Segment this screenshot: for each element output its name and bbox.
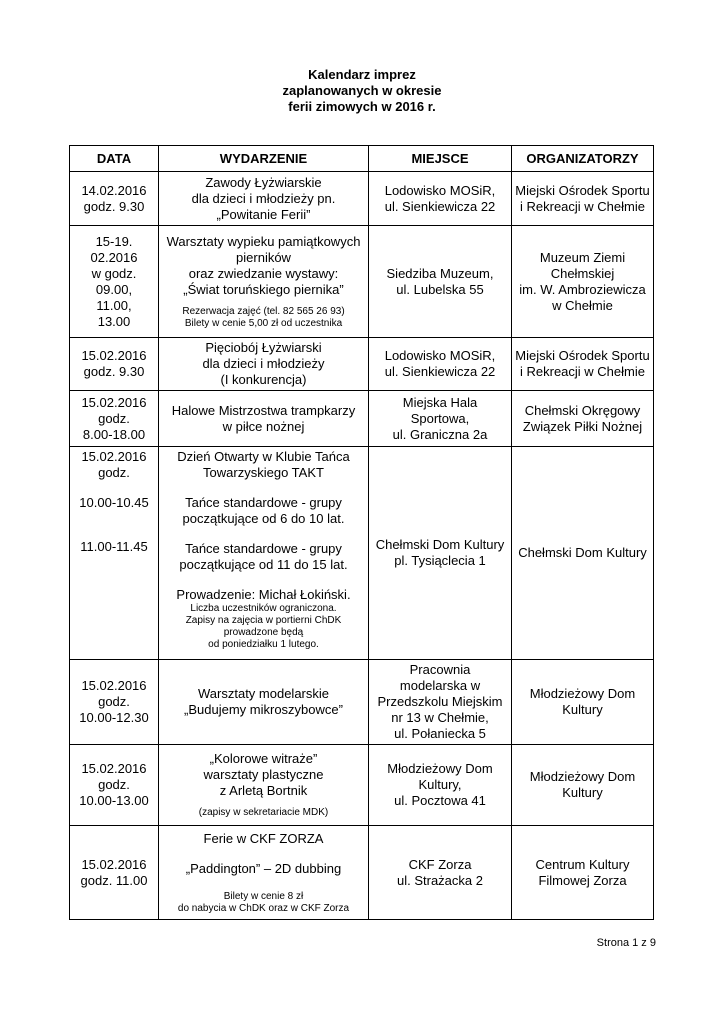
place-cell bbox=[369, 826, 512, 920]
event-cell bbox=[159, 338, 369, 391]
place-line: Siedziba Muzeum, bbox=[386, 265, 494, 281]
event-note: do nabycia w ChDK oraz w CKF Zorza bbox=[177, 902, 350, 914]
organizer-cell bbox=[512, 391, 654, 447]
date-line: 15.02.2016 bbox=[81, 761, 147, 776]
organizer-line: Młodzieżowy Dom bbox=[529, 686, 636, 701]
organizer-cell bbox=[512, 172, 654, 226]
table-row bbox=[70, 172, 654, 226]
table-row bbox=[70, 447, 654, 660]
place-line: Chełmski Dom Kultury bbox=[375, 537, 505, 552]
spacer bbox=[162, 573, 365, 587]
place-line: ul. Sienkiewicza 22 bbox=[384, 198, 496, 214]
column-header-date: DATA bbox=[70, 146, 159, 172]
spacer bbox=[162, 481, 365, 495]
time-line: godz. 9.30 bbox=[83, 198, 145, 214]
place-line: Sportowa, bbox=[410, 410, 470, 426]
event-line: Warsztaty wypieku pamiątkowych bbox=[166, 233, 361, 249]
organizer-line: i Rekreacji w Chełmie bbox=[520, 198, 645, 214]
event-cell bbox=[159, 172, 369, 226]
place-cell bbox=[369, 172, 512, 226]
place-cell bbox=[369, 338, 512, 391]
place-line: ul. Pocztowa 41 bbox=[394, 793, 486, 808]
time-line: godz. 9.30 bbox=[83, 364, 145, 379]
event-line: „Powitanie Ferii” bbox=[216, 206, 311, 222]
place-line: ul. Połaniecka 5 bbox=[394, 726, 486, 741]
table-row bbox=[70, 826, 654, 920]
organizer-line: Centrum Kultury bbox=[535, 856, 630, 872]
organizer-line: w Chełmie bbox=[552, 297, 613, 313]
column-header-event: WYDARZENIE bbox=[159, 146, 369, 172]
date-line: 15.02.2016 bbox=[81, 449, 147, 464]
organizer-cell bbox=[512, 826, 654, 920]
event-cell bbox=[159, 826, 369, 920]
event-line: „Kolorowe witraże” bbox=[209, 751, 318, 766]
event-line: oraz zwiedzanie wystawy: bbox=[188, 265, 339, 281]
organizer-line: Filmowej Zorza bbox=[538, 872, 627, 888]
spacer bbox=[73, 511, 155, 525]
place-line: Lodowisko MOSiR, bbox=[384, 348, 496, 363]
event-line: warsztaty plastyczne bbox=[203, 767, 324, 782]
place-line: Młodzieżowy Dom bbox=[387, 761, 493, 776]
time-line: 10.00-12.30 bbox=[79, 710, 149, 725]
title-line: zaplanowanych w okresie bbox=[282, 83, 442, 98]
place-line: ul. Lubelska 55 bbox=[396, 281, 484, 297]
place-cell bbox=[369, 745, 512, 826]
event-line: Tańce standardowe - grupy bbox=[185, 541, 342, 556]
organizer-cell bbox=[512, 447, 654, 660]
place-cell bbox=[369, 447, 512, 660]
organizer-line: Młodzieżowy Dom bbox=[529, 769, 636, 784]
time-line: w godz. bbox=[91, 265, 137, 281]
event-note: prowadzone będą bbox=[223, 627, 304, 638]
date-line: 02.2016 bbox=[90, 249, 138, 265]
place-cell bbox=[369, 226, 512, 338]
organizer-line: Chełmski Dom Kultury bbox=[518, 545, 647, 560]
event-note: Rezerwacja zajęć (tel. 82 565 26 93) bbox=[182, 305, 345, 317]
time-line: 10.00-13.00 bbox=[79, 793, 149, 808]
date-cell bbox=[70, 826, 159, 920]
date-cell bbox=[70, 172, 159, 226]
event-line: Halowe Mistrzostwa trampkarzy bbox=[171, 402, 356, 418]
time-line: godz. bbox=[98, 777, 130, 792]
place-cell bbox=[369, 391, 512, 447]
date-cell bbox=[70, 391, 159, 447]
spacer bbox=[73, 481, 155, 495]
place-line: Kultury, bbox=[418, 777, 462, 792]
place-line: Miejska Hala bbox=[402, 394, 478, 410]
organizer-line: Związek Piłki Nożnej bbox=[522, 418, 643, 434]
spacer bbox=[162, 527, 365, 541]
event-line: Pięciobój Łyżwiarski bbox=[205, 340, 322, 355]
spacer bbox=[162, 298, 365, 306]
date-line: 15.02.2016 bbox=[81, 394, 147, 410]
spacer bbox=[73, 525, 155, 539]
event-line: Dzień Otwarty w Klubie Tańca bbox=[177, 449, 350, 464]
event-line: Prowadzenie: Michał Łokiński. bbox=[176, 587, 351, 602]
organizer-line: Muzeum Ziemi bbox=[539, 249, 626, 265]
event-note: (zapisy w sekretariacie MDK) bbox=[198, 807, 329, 818]
time-line: godz. bbox=[98, 694, 130, 709]
time-slot: 10.00-10.45 bbox=[79, 495, 149, 510]
time-line: godz. bbox=[98, 465, 130, 480]
date-line: 15.02.2016 bbox=[81, 678, 147, 693]
event-line: Towarzyskiego TAKT bbox=[203, 465, 324, 480]
events-table bbox=[69, 145, 654, 920]
event-line: pierników bbox=[236, 249, 291, 265]
date-line: 15.02.2016 bbox=[81, 856, 147, 872]
organizer-line: Kultury bbox=[562, 702, 603, 717]
date-line: 14.02.2016 bbox=[81, 182, 147, 198]
place-line: Przedszkolu Miejskim bbox=[377, 694, 503, 709]
title-line: ferii zimowych w 2016 r. bbox=[288, 99, 436, 114]
place-line: modelarska w bbox=[399, 678, 481, 693]
event-line: początkujące od 11 do 15 lat. bbox=[179, 557, 348, 572]
organizer-line: Miejski Ośrodek Sportu bbox=[515, 182, 650, 198]
organizer-cell bbox=[512, 745, 654, 826]
event-note: Bilety w cenie 8 zł bbox=[223, 890, 304, 902]
time-line: godz. 11.00 bbox=[80, 872, 148, 888]
time-slot: 11.00-11.45 bbox=[80, 539, 148, 554]
event-cell bbox=[159, 745, 369, 826]
place-line: Pracownia bbox=[409, 662, 471, 677]
place-line: ul. Graniczna 2a bbox=[392, 426, 488, 442]
event-line: Warsztaty modelarskie bbox=[198, 686, 329, 701]
header-row bbox=[70, 146, 654, 172]
date-cell bbox=[70, 660, 159, 745]
event-line: Tańce standardowe - grupy bbox=[185, 495, 342, 510]
organizer-line: Chełmskiej bbox=[550, 265, 615, 281]
table-row bbox=[70, 660, 654, 745]
event-cell bbox=[159, 447, 369, 660]
organizer-line: im. W. Ambroziewicza bbox=[519, 281, 646, 297]
table-row bbox=[70, 391, 654, 447]
organizer-line: Kultury bbox=[562, 785, 603, 800]
place-line: Lodowisko MOSiR, bbox=[384, 182, 496, 198]
event-line: dla dzieci i młodzieży pn. bbox=[191, 190, 336, 206]
table-row bbox=[70, 745, 654, 826]
organizer-cell bbox=[512, 226, 654, 338]
column-header-place: MIEJSCE bbox=[369, 146, 512, 172]
date-cell bbox=[70, 745, 159, 826]
date-cell bbox=[70, 447, 159, 660]
event-cell bbox=[159, 226, 369, 338]
time-line: 8.00-18.00 bbox=[82, 426, 146, 442]
place-line: ul. Strażacka 2 bbox=[397, 872, 483, 888]
place-line: nr 13 w Chełmie, bbox=[391, 710, 489, 725]
spacer bbox=[162, 799, 365, 807]
table-row bbox=[70, 226, 654, 338]
organizer-cell bbox=[512, 660, 654, 745]
time-line: godz. bbox=[98, 410, 130, 426]
date-cell bbox=[70, 226, 159, 338]
time-line: 13.00 bbox=[97, 313, 131, 329]
table-row bbox=[70, 338, 654, 391]
date-line: 15.02.2016 bbox=[81, 348, 147, 363]
place-line: pl. Tysiąclecia 1 bbox=[394, 553, 486, 568]
event-cell bbox=[159, 660, 369, 745]
event-line: (I konkurencja) bbox=[220, 372, 307, 387]
spacer bbox=[162, 847, 365, 861]
time-line: 09.00, bbox=[95, 281, 133, 297]
place-line: CKF Zorza bbox=[408, 856, 472, 872]
event-cell bbox=[159, 391, 369, 447]
place-line: ul. Sienkiewicza 22 bbox=[384, 364, 496, 379]
place-cell bbox=[369, 660, 512, 745]
event-line: „Paddington” – 2D dubbing bbox=[185, 860, 342, 876]
date-cell bbox=[70, 338, 159, 391]
organizer-line: Miejski Ośrodek Sportu bbox=[515, 348, 650, 363]
event-line: „Budujemy mikroszybowce” bbox=[184, 702, 343, 717]
organizer-line: i Rekreacji w Chełmie bbox=[520, 364, 645, 379]
event-line: z Arletą Bortnik bbox=[219, 783, 308, 798]
event-note: Liczba uczestników ograniczona. bbox=[190, 603, 337, 614]
organizer-line: Chełmski Okręgowy bbox=[524, 402, 641, 418]
event-note: Zapisy na zajęcia w portierni ChDK bbox=[185, 615, 342, 626]
date-line: 15-19. bbox=[95, 233, 133, 249]
organizer-cell bbox=[512, 338, 654, 391]
event-line: początkujące od 6 do 10 lat. bbox=[182, 511, 345, 526]
time-line: 11.00, bbox=[96, 297, 132, 313]
event-note: od poniedziałku 1 lutego. bbox=[208, 639, 319, 650]
page-number: Strona 1 z 9 bbox=[596, 937, 656, 949]
event-line: Ferie w CKF ZORZA bbox=[203, 830, 324, 846]
event-note: Bilety w cenie 5,00 zł od uczestnika bbox=[184, 317, 343, 329]
column-header-organizer: ORGANIZATORZY bbox=[512, 146, 654, 172]
event-line: dla dzieci i młodzieży bbox=[202, 356, 325, 371]
event-line: „Świat toruńskiego piernika” bbox=[183, 281, 344, 297]
event-line: w piłce nożnej bbox=[222, 418, 305, 434]
event-line: Zawody Łyżwiarskie bbox=[205, 174, 322, 190]
spacer bbox=[162, 877, 365, 891]
document-title bbox=[0, 67, 724, 115]
title-line: Kalendarz imprez bbox=[308, 67, 416, 82]
